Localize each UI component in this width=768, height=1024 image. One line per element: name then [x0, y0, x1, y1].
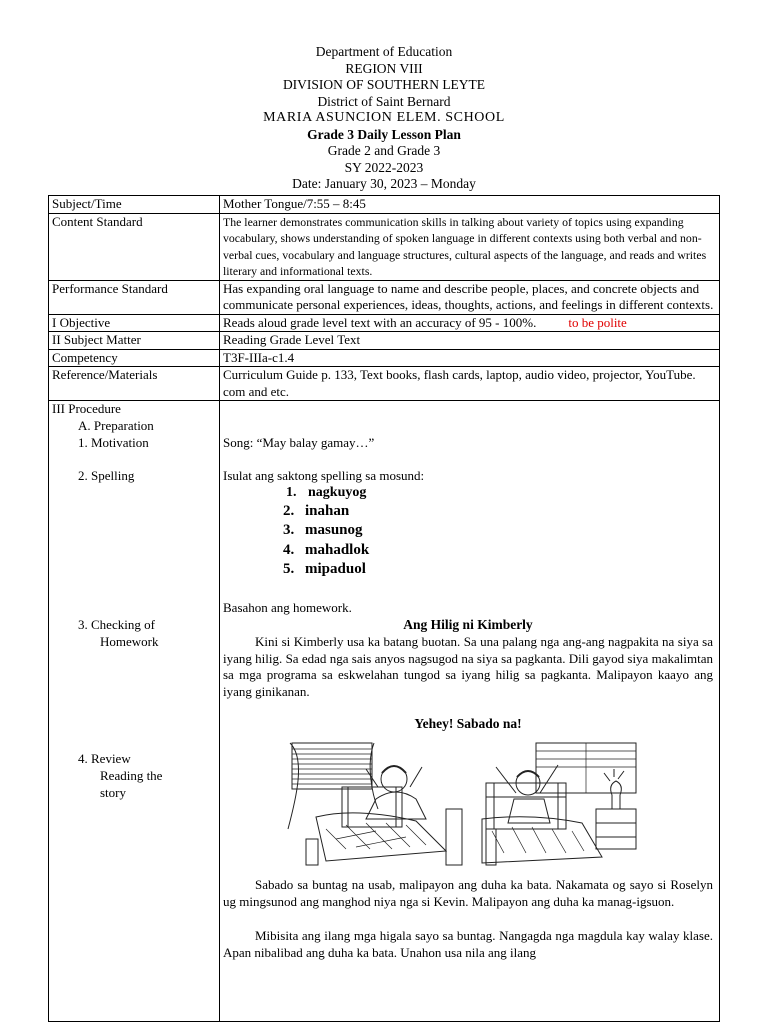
value-subject-time: Mother Tongue/7:55 – 8:45 — [220, 196, 720, 214]
homework-instruction: Basahon ang homework. — [223, 600, 352, 615]
row-subject-time — [49, 196, 720, 214]
step-preparation: A. Preparation — [78, 418, 154, 433]
row-subject-matter — [49, 332, 720, 350]
step-checking-homework-cont: Homework — [100, 634, 159, 649]
header-region: REGION VIII — [345, 60, 423, 76]
value-objective: Reads aloud grade level text with an accuracy of 95 - 100%. — [223, 314, 537, 330]
label-reference: Reference/Materials — [49, 367, 220, 401]
row-content-standard — [49, 213, 720, 280]
label-content-standard: Content Standard — [49, 213, 220, 280]
story1-title: Ang Hilig ni Kimberly — [403, 617, 533, 632]
story2-paragraph-1: Sabado sa buntag na usab, malipayon ang duha ka bata. Nakamata og sayo si Roselyn ug mingsunod ang manghod niya nga si Kevin. Malipayon ang duha ka manag-igsuon. — [223, 877, 713, 909]
header-plan-title: Grade 3 Daily Lesson Plan — [307, 126, 461, 142]
step-motivation: 1. Motivation — [78, 435, 149, 450]
value-competency: T3F-IIIa-c1.4 — [220, 349, 720, 367]
row-competency — [49, 349, 720, 367]
step-review: 4. Review — [78, 751, 131, 766]
header-department: Department of Education — [315, 44, 453, 59]
label-competency: Competency — [49, 349, 220, 367]
value-reference: Curriculum Guide p. 133, Text books, flash cards, laptop, audio video, projector, YouTube. com and etc. — [220, 367, 720, 401]
children-waking-up-illustration — [286, 739, 656, 867]
value-objective-cell — [220, 314, 720, 332]
step-spelling: 2. Spelling — [78, 468, 135, 483]
objective-note: to be polite — [568, 314, 627, 330]
row-reference — [49, 367, 720, 401]
value-content-standard: The learner demonstrates communication skills in talking about variety of topics using expanding vocabulary, shows understanding of spoken language in different contexts using both verbal and non-verbal cues, vocabulary and language structures, cultural aspects of the language, and reads and writes literary and informational texts. — [220, 213, 720, 280]
value-subject-matter: Reading Grade Level Text — [220, 332, 720, 350]
motivation-song: Song: “May balay gamay…” — [223, 435, 375, 450]
header-school-year: SY 2022-2023 — [344, 159, 424, 175]
spelling-word-3: 3. masunog — [283, 522, 363, 539]
lesson-plan-table — [48, 195, 720, 1022]
label-performance-standard: Performance Standard — [49, 280, 220, 314]
label-subject-time: Subject/Time — [49, 196, 220, 214]
spelling-word-1: 1. nagkuyog — [286, 485, 367, 500]
spelling-word-5: 5. mipaduol — [283, 560, 366, 577]
row-performance-standard — [49, 280, 720, 314]
label-subject-matter: II Subject Matter — [49, 332, 220, 350]
label-procedure: III Procedure — [52, 401, 121, 416]
procedure-content-cell — [220, 401, 720, 1022]
spelling-word-list — [283, 483, 369, 579]
spelling-word-4: 4. mahadlok — [283, 541, 370, 558]
story1-text: Kini si Kimberly usa ka batang buotan. Sa una palang nga ang-ang nagpakita na siya sa iyang hilig. Sa edad nga sais anyos nagsugod na siya sa pagkanta. Dili gayod siya makalimtan sa mga programa sa eskwelahan tungod sa iyang hilig sa pagkanta. Malipayon kaayo ang iyang ginikanan. — [223, 634, 713, 699]
procedure-steps-cell — [49, 401, 220, 1022]
header-grades: Grade 2 and Grade 3 — [327, 143, 441, 158]
step-review-cont2: story — [100, 785, 126, 800]
row-objective — [49, 314, 720, 332]
header-school: MARIA ASUNCION ELEM. SCHOOL — [263, 110, 505, 125]
header-division: DIVISION OF SOUTHERN LEYTE — [282, 77, 486, 92]
header-district: District of Saint Bernard — [317, 93, 451, 109]
step-review-cont1: Reading the — [100, 768, 163, 783]
label-objective: I Objective — [49, 314, 220, 332]
row-procedure — [49, 401, 720, 1022]
header-date: Date: January 30, 2023 – Monday — [292, 176, 476, 191]
document-header — [0, 44, 768, 193]
story2-title: Yehey! Sabado na! — [414, 716, 522, 731]
spelling-word-2: 2. inahan — [283, 503, 350, 520]
story2-paragraph-2: Mibisita ang ilang mga higala sayo sa buntag. Nangagda nga magdula kay walay klase. Apan nibalibad ang duha ka bata. Unahon usa nila ang ilang — [223, 928, 713, 960]
step-checking-homework: 3. Checking of — [78, 617, 155, 632]
value-performance-standard: Has expanding oral language to name and describe people, places, and concrete objects and communicate personal experiences, ideas, thoughts, actions, and feelings in different contexts. — [220, 280, 720, 314]
spelling-instruction: Isulat ang saktong spelling sa mosund: — [223, 468, 425, 483]
